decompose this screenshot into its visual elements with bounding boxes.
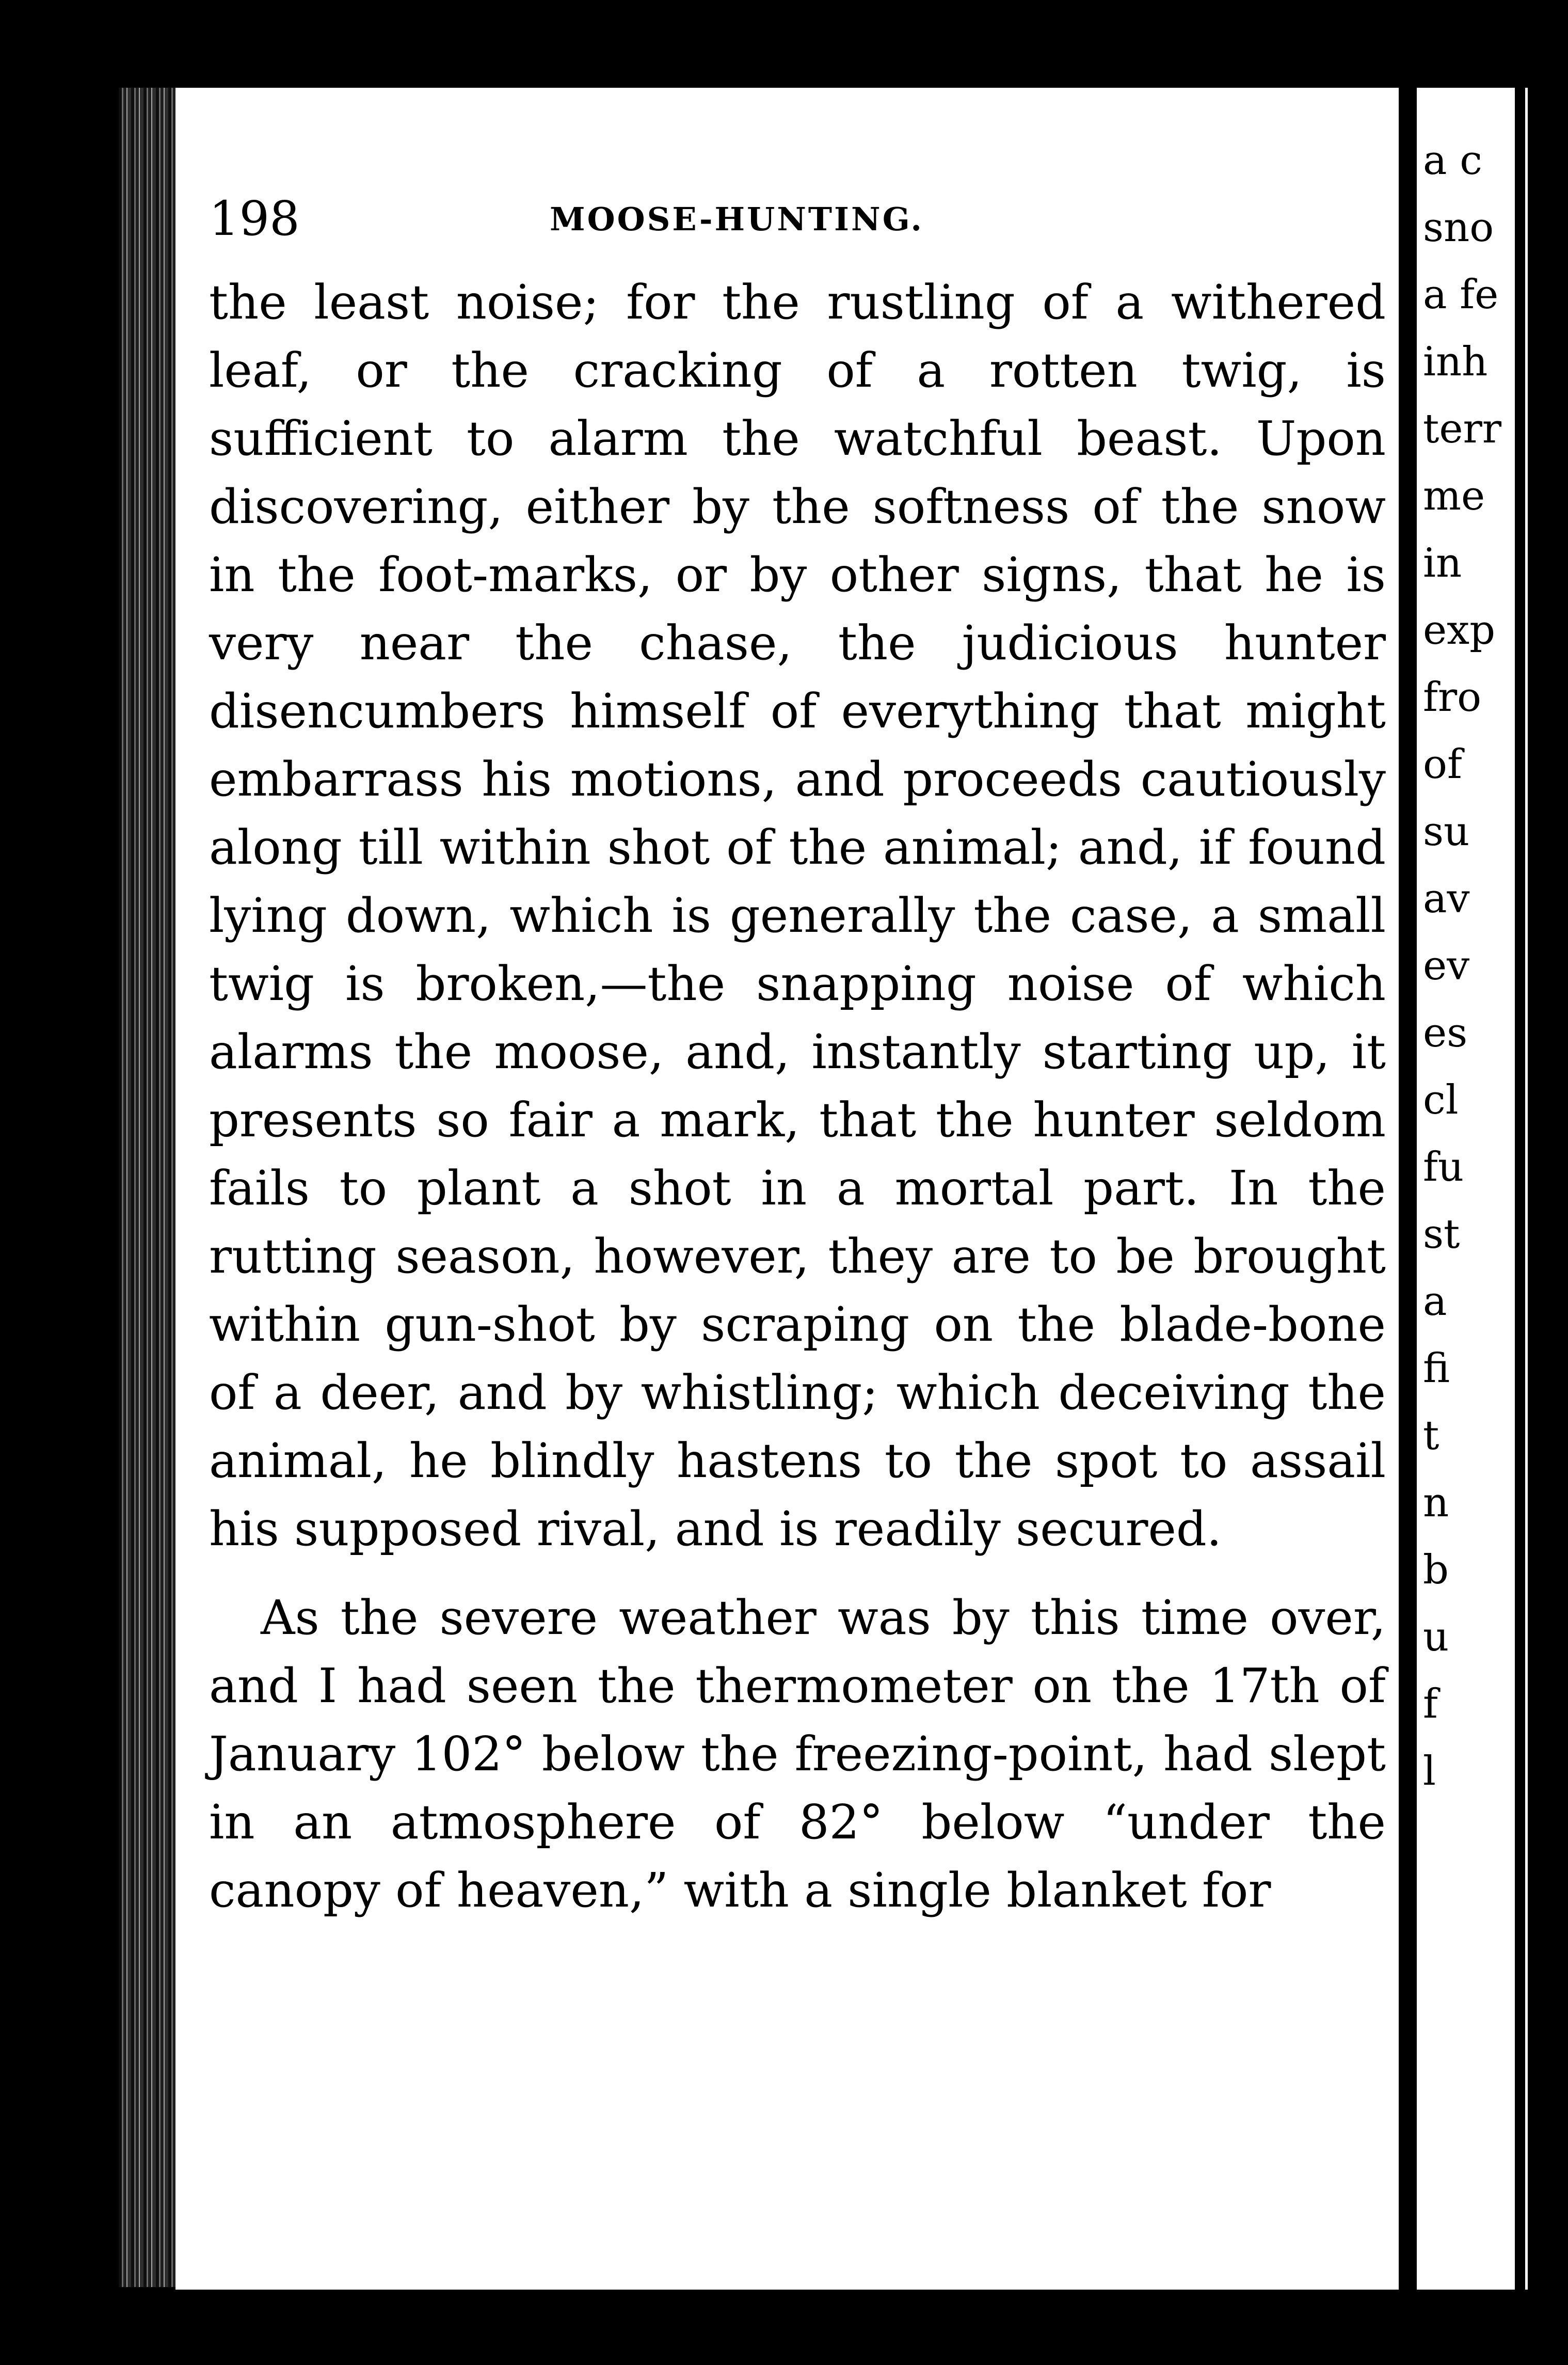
facing-page-fragment (1417, 88, 1528, 2290)
facing-fragment: n (1423, 1480, 1449, 1526)
facing-fragment: st (1423, 1211, 1460, 1258)
facing-fragment: es (1423, 1010, 1468, 1056)
facing-fragment: a (1423, 1278, 1447, 1325)
facing-fragment: ev (1423, 943, 1470, 989)
facing-fragment: b (1423, 1547, 1449, 1593)
facing-fragment: in (1423, 540, 1462, 586)
facing-fragment: of (1423, 741, 1462, 788)
facing-fragment: f (1423, 1681, 1438, 1727)
page-header (209, 191, 1138, 263)
facing-fragment: a c (1423, 137, 1482, 184)
facing-fragment: u (1423, 1614, 1449, 1660)
running-head: MOOSE-HUNTING. (550, 200, 924, 238)
facing-fragment: me (1423, 473, 1485, 519)
facing-fragment: terr (1423, 406, 1502, 452)
facing-fragment: fi (1423, 1345, 1450, 1392)
facing-fragment: cl (1423, 1077, 1459, 1123)
body-text (209, 268, 1386, 1925)
facing-fragment: av (1423, 876, 1470, 922)
facing-page-edge (1515, 88, 1525, 2290)
facing-fragment: sno (1423, 204, 1494, 251)
facing-fragment: t (1423, 1412, 1439, 1459)
facing-fragment: inh (1423, 339, 1488, 385)
paragraph-2: As the severe weather was by this time over, and I had seen the thermometer on the 17th of January 102° below the freezing-point, had slept in an atmosphere of 82° below “under the canopy of heaven,” with a single blanket for (209, 1590, 1386, 1918)
facing-fragment: l (1423, 1748, 1436, 1795)
facing-fragment: a fe (1423, 272, 1499, 318)
facing-fragment: exp (1423, 607, 1496, 654)
facing-fragment: fro (1423, 674, 1482, 721)
facing-fragment: su (1423, 808, 1470, 855)
facing-fragment: fu (1423, 1144, 1464, 1191)
page-number: 198 (209, 191, 300, 246)
paragraph-1: the least noise; for the rustling of a withered leaf, or the cracking of a rotten twig, is sufficient to alarm the watchful beast. Upon discovering, either by the softness of the snow in the foot-marks, or by other signs, that he is very near the chase, the judicious hunter disencumbers himself of everything that might embarrass his motions, and proceeds cautiously along till within shot of the animal; and, if found lying down, which is generally the case, a small twig is broken,—the snapping noise of which alarms the moose, and, instantly starting up, it presents so fair a mark, that the hunter seldom fails to plant a shot in a mortal part. In the rutting season, however, they are to be brought within gun-shot by scraping on the blade-bone of a deer, and by whistling; which deceiving the animal, he blindly hastens to the spot to assail his supposed rival, and is readily secured. (209, 275, 1386, 1557)
